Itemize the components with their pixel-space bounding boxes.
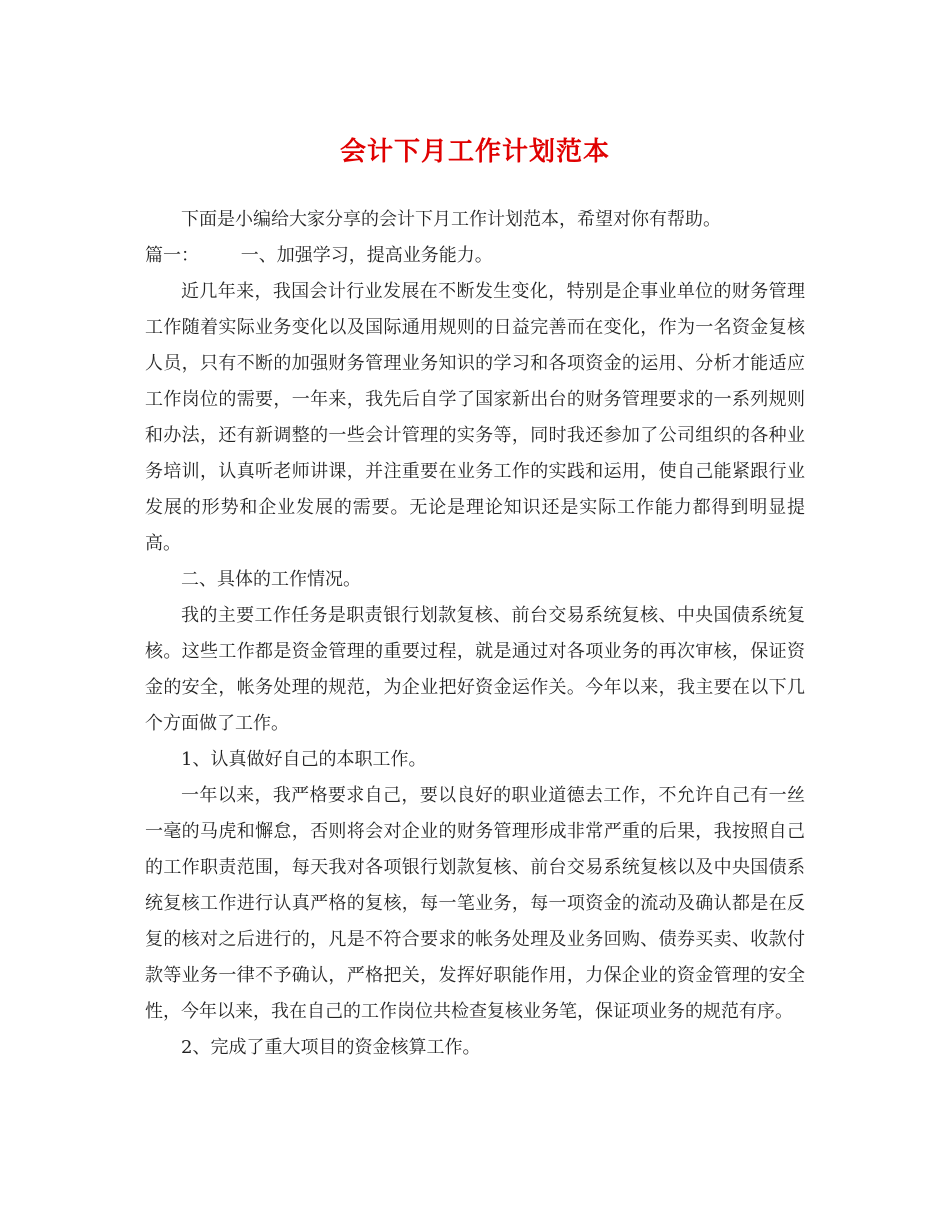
document-body xyxy=(145,202,805,1066)
section-heading: 一、加强学习，提高业务能力。 xyxy=(240,245,493,266)
section-heading-row xyxy=(145,238,805,274)
paragraph-3: 一年以来，我严格要求自己，要以良好的职业道德去工作，不允许自己有一丝一毫的马虎和懈怠，否则将会对企业的财务管理形成非常严重的后果，我按照自己的工作职责范围，每天我对各项银行划款复核、前台交易系统复核以及中央国债系统复核工作进行认真严格的复核，每一笔业务，每一项资金的流动及确认都是在反复的核对之后进行的，凡是不符合要求的帐务处理及业务回购、债券买卖、收款付款等业务一律不予确认，严格把关，发挥好职能作用，力保企业的资金管理的安全性，今年以来，我在自己的工作岗位共检查复核业务笔，保证项业务的规范有序。 xyxy=(145,785,805,1022)
paragraph-2: 我的主要工作任务是职责银行划款复核、前台交易系统复核、中央国债系统复核。这些工作都是资金管理的重要过程，就是通过对各项业务的再次审核，保证资金的安全，帐务处理的规范，为企业把好资金运作关。今年以来，我主要在以下几个方面做了工作。 xyxy=(145,605,805,734)
heading-2: 二、具体的工作情况。 xyxy=(181,569,361,590)
page-title: 会计下月工作计划范本 xyxy=(339,137,610,167)
heading-3: 1、认真做好自己的本职工作。 xyxy=(181,749,427,770)
intro-paragraph: 下面是小编给大家分享的会计下月工作计划范本，希望对你有帮助。 xyxy=(181,209,721,230)
section-label: 篇一： xyxy=(145,245,199,266)
paragraph-1: 近几年来，我国会计行业发展在不断发生变化，特别是企事业单位的财务管理工作随着实际业务变化以及国际通用规则的日益完善而在变化，作为一名资金复核人员，只有不断的加强财务管理业务知识的学习和各项资金的运用、分析才能适应工作岗位的需要，一年来，我先后自学了国家新出台的财务管理要求的一系列规则和办法，还有新调整的一些会计管理的实务等，同时我还参加了公司组织的各种业务培训，认真听老师讲课，并注重要在业务工作的实践和运用，使自己能紧跟行业发展的形势和企业发展的需要。无论是理论知识还是实际工作能力都得到明显提高。 xyxy=(145,281,805,554)
heading-4: 2、完成了重大项目的资金核算工作。 xyxy=(181,1037,481,1058)
